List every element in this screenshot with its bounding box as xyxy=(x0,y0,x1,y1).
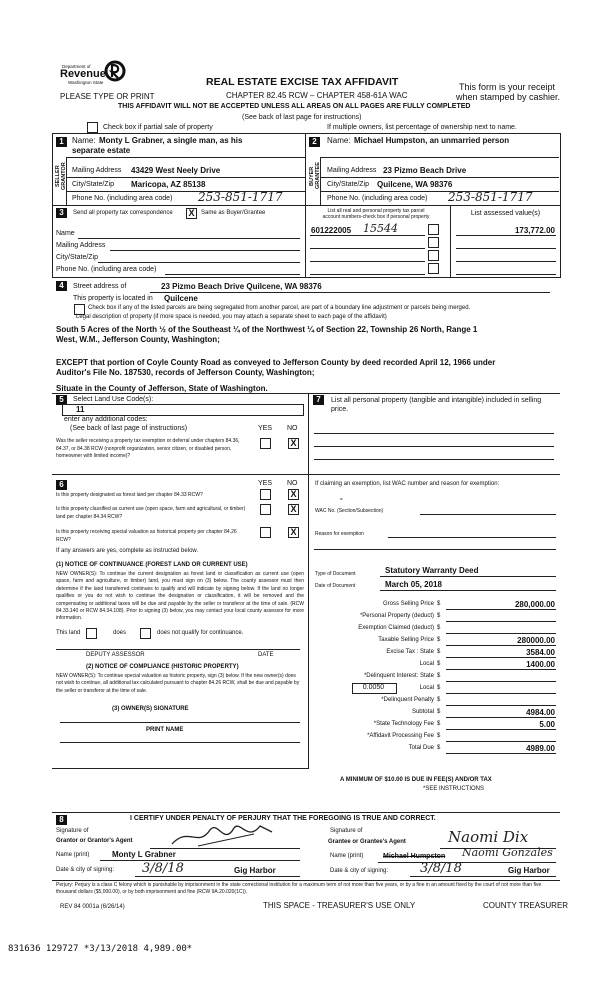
buyer-city-label: City/State/Zip xyxy=(327,181,370,188)
land-use-code: 11 xyxy=(76,405,85,414)
section-1-number: 1 xyxy=(56,137,67,147)
located-value: Quilcene xyxy=(164,294,198,303)
section-7-number: 7 xyxy=(313,395,324,405)
correspondence-phone-label: Phone No. (including area code) xyxy=(56,266,157,273)
parcel-number: 601222005 xyxy=(311,226,352,235)
if-yes-note: If any answers are yes, complete as instructed below. xyxy=(56,548,199,554)
parcel-handwritten: 15544 xyxy=(363,222,398,235)
tax-row-label: Excise Tax : State xyxy=(386,649,434,655)
grantor-city: Gig Harbor xyxy=(234,866,276,875)
tax-row-line xyxy=(446,633,556,634)
street-label: Street address of xyxy=(73,283,127,290)
does-not-checkbox[interactable] xyxy=(140,628,151,639)
tax-row-line xyxy=(446,717,556,718)
tax-row-currency: $ xyxy=(437,637,441,643)
sec6-yes-header: YES xyxy=(258,480,273,487)
exemption-question: Was the seller receiving a property tax exemption or deferral under chapters 84.36, 84.37, or 84.38 RCW (nonprofit organization, senior citizen, or disabled person, homeowner with limited income)? xyxy=(56,438,240,460)
buyer-phone: 253-851-1717 xyxy=(448,190,533,204)
legal-line-1: South 5 Acres of the North ½ of the Southeast ¼ of the Northwest ¼ of Section 22, Township 26 North, Range 1 xyxy=(56,325,478,334)
exemption-wac-label: If claiming an exemption, list WAC number and reason for exemption: xyxy=(315,481,500,487)
deputy-date-label: DATE xyxy=(258,652,274,658)
grantee-signature[interactable]: Naomi Dix xyxy=(448,828,529,846)
does-label: does xyxy=(113,630,127,636)
grantor-name: Monty L Grabner xyxy=(112,850,176,859)
tax-row-label: Local xyxy=(419,661,434,667)
perjury-notice: Perjury: Perjury is a class C felony which is punishable by imprisonment in the state correctional institution for a maximum term of not more than five years, or by a fine in an amount fixed by the court of not more than five thousand dollars ($5,000.00), or by both imprisonment and fine (RCW 9A.20.020(1C)). xyxy=(56,882,542,895)
tax-row-currency: $ xyxy=(437,613,441,619)
revenue-wordmark: Revenue xyxy=(60,68,106,80)
tax-row-value: 3584.00 xyxy=(526,648,555,657)
revenue-logo-icon xyxy=(104,60,126,82)
tax-row-line xyxy=(446,741,556,742)
print-name-label: PRINT NAME xyxy=(146,727,184,733)
reason-label: Reason for exemption xyxy=(315,531,364,537)
tax-row-line xyxy=(446,621,556,622)
owner-signature-label: (3) OWNER(S) SIGNATURE xyxy=(112,706,189,712)
section-2-number: 2 xyxy=(309,137,320,147)
street-address: 23 Pizmo Beach Drive Quilcene, WA 98376 xyxy=(161,282,322,291)
grantee-name: Michael Humpston xyxy=(383,853,446,860)
grantee-city: Gig Harbor xyxy=(508,866,550,875)
grantor-date: 3/8/18 xyxy=(142,861,184,876)
form-number: REV 84 0001a (6/26/14) xyxy=(60,904,125,910)
tax-row-currency: $ xyxy=(437,745,441,751)
tax-row-value: 1400.00 xyxy=(526,660,555,669)
section-5-number: 5 xyxy=(56,395,67,405)
grantee-signature-of: Signature of xyxy=(330,828,363,834)
correspondence-mailing-label: Mailing Address xyxy=(56,242,106,249)
personal-property-checkbox-4[interactable] xyxy=(428,263,439,274)
additional-codes-label: enter any additional codes: xyxy=(64,416,148,423)
tax-row-currency: $ xyxy=(437,721,441,727)
tax-row-value: 280,000.00 xyxy=(514,600,555,609)
grantor-signature-of: Signature of xyxy=(56,828,89,834)
seller-phone-label: Phone No. (including area code) xyxy=(72,195,173,202)
exemption-dash: - xyxy=(340,494,343,503)
tax-row-label: *State Technology Fee xyxy=(373,721,434,727)
tax-row-line xyxy=(446,657,556,658)
personal-property-checkbox-3[interactable] xyxy=(428,250,439,261)
tax-row-label: Local xyxy=(419,685,434,691)
tax-row-line xyxy=(446,693,556,694)
assessed-value: 173,772.00 xyxy=(514,226,555,235)
tax-row-value: 4989.00 xyxy=(526,744,555,753)
legal-line-2: West, W.M., Jefferson County, Washington; xyxy=(56,335,220,344)
forest-yes-checkbox[interactable] xyxy=(260,489,271,500)
current-use-question: Is this property classified as current use (open space, farm and agricultural, or timber) land per chapter 84.34 RCW? xyxy=(56,506,246,520)
legal-label: Legal description of property (if more space is needed, you may attach a separate sheet to each page of the affidavit) xyxy=(76,314,387,320)
tax-row-currency: $ xyxy=(437,685,441,691)
historic-body: NEW OWNER(S): To continue special valuation as historic property, sign (3) below. If the new owner(s) does not wish to continue, all additional tax calculated pursuant to chapter 84.26 RCW, shall be due and payable by the seller or transferor at the time of sale. xyxy=(56,673,300,694)
historic-no-checkbox[interactable]: X xyxy=(288,527,299,538)
tax-row-line xyxy=(446,669,556,670)
document-date-label: Date of Document xyxy=(315,583,356,589)
send-correspondence-label: Send all property tax correspondence xyxy=(73,210,173,216)
sec5-yes-header: YES xyxy=(258,425,273,432)
this-land-label: This land xyxy=(56,630,81,636)
grantor-name-print-label: Name (print) xyxy=(56,852,90,858)
does-not-label: does not qualify for continuance. xyxy=(157,630,244,636)
tax-row-currency: $ xyxy=(437,733,441,739)
exemption-no-checkbox[interactable]: X xyxy=(288,438,299,449)
same-as-buyer-label: Same as Buyer/Grantee xyxy=(201,210,266,216)
dept-line: Department of xyxy=(62,64,91,69)
tax-row-currency: $ xyxy=(437,625,441,631)
tax-row-label: Subtotal xyxy=(411,709,434,715)
current-use-yes-checkbox[interactable] xyxy=(260,504,271,515)
partial-sale-label: Check box if partial sale of property xyxy=(103,124,213,131)
sec6-no-header: NO xyxy=(287,480,298,487)
section-6-number: 6 xyxy=(56,480,67,490)
historic-title: (2) NOTICE OF COMPLIANCE (HISTORIC PROPERTY) xyxy=(86,664,239,670)
warning-line: THIS AFFIDAVIT WILL NOT BE ACCEPTED UNLESS ALL AREAS ON ALL PAGES ARE FULLY COMPLETED xyxy=(118,103,471,110)
tax-row-value: 4984.00 xyxy=(526,708,555,717)
seller-city-label: City/State/Zip xyxy=(72,181,115,188)
grantee-agent-label: Grantee or Grantee's Agent xyxy=(328,839,406,845)
seller-name-label: Name: xyxy=(72,136,96,145)
county-treasurer: COUNTY TREASURER xyxy=(483,901,569,910)
legal-line-4: Auditor's File No. 187530, records of Jefferson County, Washington; xyxy=(56,368,315,377)
tax-row-value: 280000.00 xyxy=(517,636,555,645)
document-type-label: Type of Document xyxy=(315,571,356,577)
document-type: Statutory Warranty Deed xyxy=(385,566,479,575)
grantor-date-city-label: Date & city of signing: xyxy=(56,867,115,873)
tax-row-value: 5.00 xyxy=(539,720,555,729)
historic-question: Is this property receiving special valuation as historical property per chapter 84.26 RCW? xyxy=(56,529,237,543)
tax-row-currency: $ xyxy=(437,673,441,679)
legal-line-5: Situate in the County of Jefferson, State of Washington. xyxy=(56,384,268,393)
treasurer-note: THIS SPACE - TREASURER'S USE ONLY xyxy=(263,901,416,910)
does-checkbox[interactable] xyxy=(86,628,97,639)
grantee-name-print-label: Name (print) xyxy=(330,853,364,859)
tax-row-line xyxy=(446,729,556,730)
sec5-no-header: NO xyxy=(287,425,298,432)
seller-phone: 253-851-1717 xyxy=(198,190,283,204)
land-use-label: Select Land Use Code(s): xyxy=(73,396,154,403)
seller-city: Maricopa, AZ 85138 xyxy=(131,180,206,189)
grantee-date-city-label: Date & city of signing: xyxy=(330,868,389,874)
form-title: REAL ESTATE EXCISE TAX AFFIDAVIT xyxy=(206,76,399,88)
grantor-agent-label: Grantor or Grantor's Agent xyxy=(56,838,133,844)
print-note: PLEASE TYPE OR PRINT xyxy=(60,92,155,101)
land-use-see-back: (See back of last page of instructions) xyxy=(70,425,188,432)
tax-row-line xyxy=(446,753,556,754)
document-date: March 05, 2018 xyxy=(385,580,442,589)
correspondence-city-label: City/State/Zip xyxy=(56,254,99,261)
tax-row-label: Gross Selling Price xyxy=(382,601,434,607)
chapter-line: CHAPTER 82.45 RCW – CHAPTER 458-61A WAC xyxy=(226,91,408,100)
section-8-number: 8 xyxy=(56,815,67,825)
certify-statement: I CERTIFY UNDER PENALTY OF PERJURY THAT THE FOREGOING IS TRUE AND CORRECT. xyxy=(130,815,436,822)
see-instructions: *SEE INSTRUCTIONS xyxy=(423,786,485,792)
continuance-body: NEW OWNER(S): To continue the current designation as forest land or classification as current use (open space, farm and agriculture, or timber) land, you must sign on (3) below. The county assessor must then determine if the land transferred continues to qualify and will indicate by signing below. If the land no longer qualifies or you do not wish to continue the designation or classification, it will be removed and the compensating or additional taxes will be due and payable by the seller or transferor at the time of sale. (RCW 84.33.140 or RCW 84.34.108). Prior to signing (3) below, you may contact your local county assessor for more information. xyxy=(56,571,304,622)
forest-question: Is this property designated as forest land per chapter 84.33 RCW? xyxy=(56,492,203,498)
tax-row-currency: $ xyxy=(437,709,441,715)
tax-row-label: *Delinquent Interest: State xyxy=(363,673,434,679)
parcel-header-2: account numbers-check box if personal property xyxy=(322,214,430,220)
land-use-input[interactable] xyxy=(62,404,304,416)
grantee-name-handwritten: Naomi Gonzales xyxy=(462,846,553,859)
current-use-no-checkbox[interactable]: X xyxy=(288,504,299,515)
same-as-buyer-checkbox[interactable]: X xyxy=(186,208,197,219)
seller-mailing-label: Mailing Address xyxy=(72,167,122,174)
wac-no-label: WAC No. (Section/Subsection) xyxy=(315,508,384,514)
historic-yes-checkbox[interactable] xyxy=(260,527,271,538)
forest-no-checkbox[interactable]: X xyxy=(288,489,299,500)
buyer-name-label: Name: xyxy=(327,136,351,145)
exemption-yes-checkbox[interactable] xyxy=(260,438,271,449)
seller-mailing: 43429 West Neely Drive xyxy=(131,166,221,175)
grantor-signature[interactable] xyxy=(168,818,278,850)
buyer-mailing: 23 Pizmo Beach Drive xyxy=(383,166,467,175)
tax-row-label: Exemption Claimed (deduct) xyxy=(358,625,434,631)
section-4-number: 4 xyxy=(56,281,67,291)
correspondence-name-label: Name xyxy=(56,230,75,237)
local-rate: 0.0050 xyxy=(362,684,385,691)
tax-row-label: Taxable Selling Price xyxy=(378,637,434,643)
legal-line-3: EXCEPT that portion of Coyle County Road as conveyed to Jefferson County by deed recorded April 12, 1966 under xyxy=(56,358,496,367)
parcel-header-1: List all real and personal property tax parcel xyxy=(327,208,425,214)
multiple-owners-note: If multiple owners, list percentage of ownership next to name. xyxy=(327,124,517,131)
receipt-note-1: This form is your receipt xyxy=(459,82,556,92)
personal-property-checkbox-1[interactable] xyxy=(428,224,439,235)
tax-row-label: Total Due xyxy=(408,745,434,751)
receipt-stamp: 831636 129727 *3/13/2018 4,989.00* xyxy=(8,944,193,954)
tax-row-line xyxy=(446,681,556,682)
tax-row-line xyxy=(446,705,556,706)
buyer-phone-label: Phone No. (including area code) xyxy=(327,195,428,202)
seller-name-line1: Monty L Grabner, a single man, as his xyxy=(99,136,243,145)
buyer-mailing-label: Mailing Address xyxy=(327,167,377,174)
tax-row-currency: $ xyxy=(437,649,441,655)
section-3-number: 3 xyxy=(56,208,67,218)
continuance-title: (1) NOTICE OF CONTINUANCE (FOREST LAND OR CURRENT USE) xyxy=(56,562,248,568)
seller-tag: SELLER GRANTOR xyxy=(55,162,67,190)
tax-row-label: *Delinquent Penalty xyxy=(381,697,434,703)
tax-row-currency: $ xyxy=(437,661,441,667)
segregated-label: Check box if any of the listed parcels are being segregated from another parcel, are part of a boundary line adjustment or parcels being merged. xyxy=(88,305,471,311)
located-label: This property is located in xyxy=(73,295,153,302)
personal-property-label: List all personal property (tangible and intangible) included in selling price. xyxy=(331,397,542,413)
buyer-city: Quilcene, WA 98376 xyxy=(377,180,453,189)
partial-sale-checkbox[interactable] xyxy=(87,122,98,133)
tax-row-currency: $ xyxy=(437,601,441,607)
personal-property-checkbox-2[interactable] xyxy=(428,237,439,248)
tax-row-label: *Personal Property (deduct) xyxy=(359,613,434,619)
tax-row-line xyxy=(446,609,556,610)
receipt-note-2: when stamped by cashier. xyxy=(456,92,561,102)
deputy-assessor-label: DEPUTY ASSESSOR xyxy=(86,652,145,658)
tax-row-line xyxy=(446,645,556,646)
seller-name-line2: separate estate xyxy=(72,146,131,155)
grantee-date: 3/8/18 xyxy=(420,861,462,876)
buyer-name: Michael Humpston, an unmarried person xyxy=(354,136,510,145)
min-fee-note: A MINIMUM OF $10.00 IS DUE IN FEE(S) AND/OR TAX xyxy=(340,777,492,783)
tax-row-label: *Affidavit Processing Fee xyxy=(367,733,434,739)
see-back-line: (See back of last page for instructions) xyxy=(242,114,362,121)
assessed-header: List assessed value(s) xyxy=(470,210,541,217)
buyer-tag: BUYER GRANTEE xyxy=(309,162,321,190)
tax-row-currency: $ xyxy=(437,697,441,703)
state-line: Washington State xyxy=(68,80,104,85)
